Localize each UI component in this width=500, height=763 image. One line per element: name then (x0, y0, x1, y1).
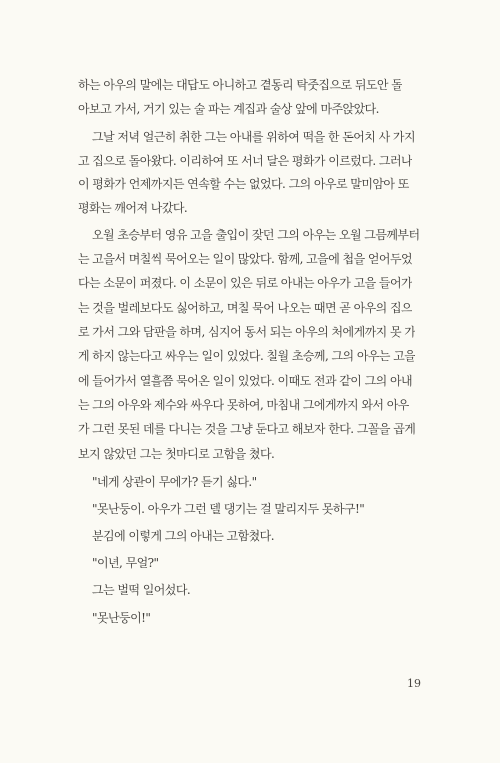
text-line: 는 고을서 며칠씩 묵어오는 일이 많았다. 함께, 고을에 첩을 얻어두었 (78, 252, 413, 266)
text-line: "네게 상관이 무에가? 듣기 싫다." (92, 475, 257, 489)
text-line: 하는 아우의 말에는 대답도 아니하고 곁동리 탁줏집으로 뒤도안 돌 (78, 78, 403, 92)
text-line: 에 들어가서 열흘쯤 묵어온 일이 있었다. 이때도 전과 같이 그의 아내 (78, 374, 413, 388)
text-line: 게 하지 않는다고 싸우는 일이 있었다. 칠월 초승께, 그의 아우는 고을 (78, 349, 416, 363)
text-line: 아보고 가서, 거기 있는 술 파는 계집과 술상 앞에 마주앉았다. (78, 102, 379, 116)
text-line: 보지 않았던 그는 첫마디로 고함을 쳤다. (78, 447, 275, 461)
text-line: 그날 저녁 얼근히 취한 그는 아내를 위하여 떡을 한 돈어치 사 가지 (92, 130, 416, 144)
text-line: "못난둥이!" (92, 611, 151, 625)
text-line: 고 집으로 돌아왔다. 이리하여 또 서너 달은 평화가 이르렀다. 그러나 (78, 154, 413, 168)
text-line: "이년, 무얼?" (92, 556, 159, 570)
text-line: 는 그의 아우와 제수와 싸우다 못하여, 마침내 그에게까지 와서 아우 (78, 398, 409, 412)
text-line: 가 그런 못된 데를 다니는 것을 그냥 둔다고 해보자 한다. 그꼴을 곱게 (78, 422, 416, 436)
text-line: "못난둥이. 아우가 그런 델 댕기는 걸 말리지두 못하구!" (92, 502, 365, 516)
text-line: 이 평화가 언제까지든 연속할 수는 없었다. 그의 아우로 말미암아 또 (78, 177, 409, 191)
page-number: 19 (407, 677, 421, 690)
text-line: 그는 벌떡 일어섰다. (92, 583, 191, 597)
text-line: 오월 초승부터 영유 고을 출입이 잦던 그의 아우는 오월 그믐께부터 (92, 228, 420, 242)
text-line: 로 가서 그와 담판을 하며, 심지어 동서 되는 아우의 처에게까지 못 가 (78, 325, 416, 339)
text-line: 는 것을 벌레보다도 싫어하고, 며칠 묵어 나오는 때면 곧 아우의 집으 (78, 301, 413, 315)
text-line: 다는 소문이 퍼졌다. 이 소문이 있은 뒤로 아내는 아우가 고을 들어가 (78, 276, 413, 290)
text-line: 분김에 이렇게 그의 아내는 고함쳤다. (92, 529, 274, 543)
text-line: 평화는 깨어져 나갔다. (78, 201, 188, 215)
